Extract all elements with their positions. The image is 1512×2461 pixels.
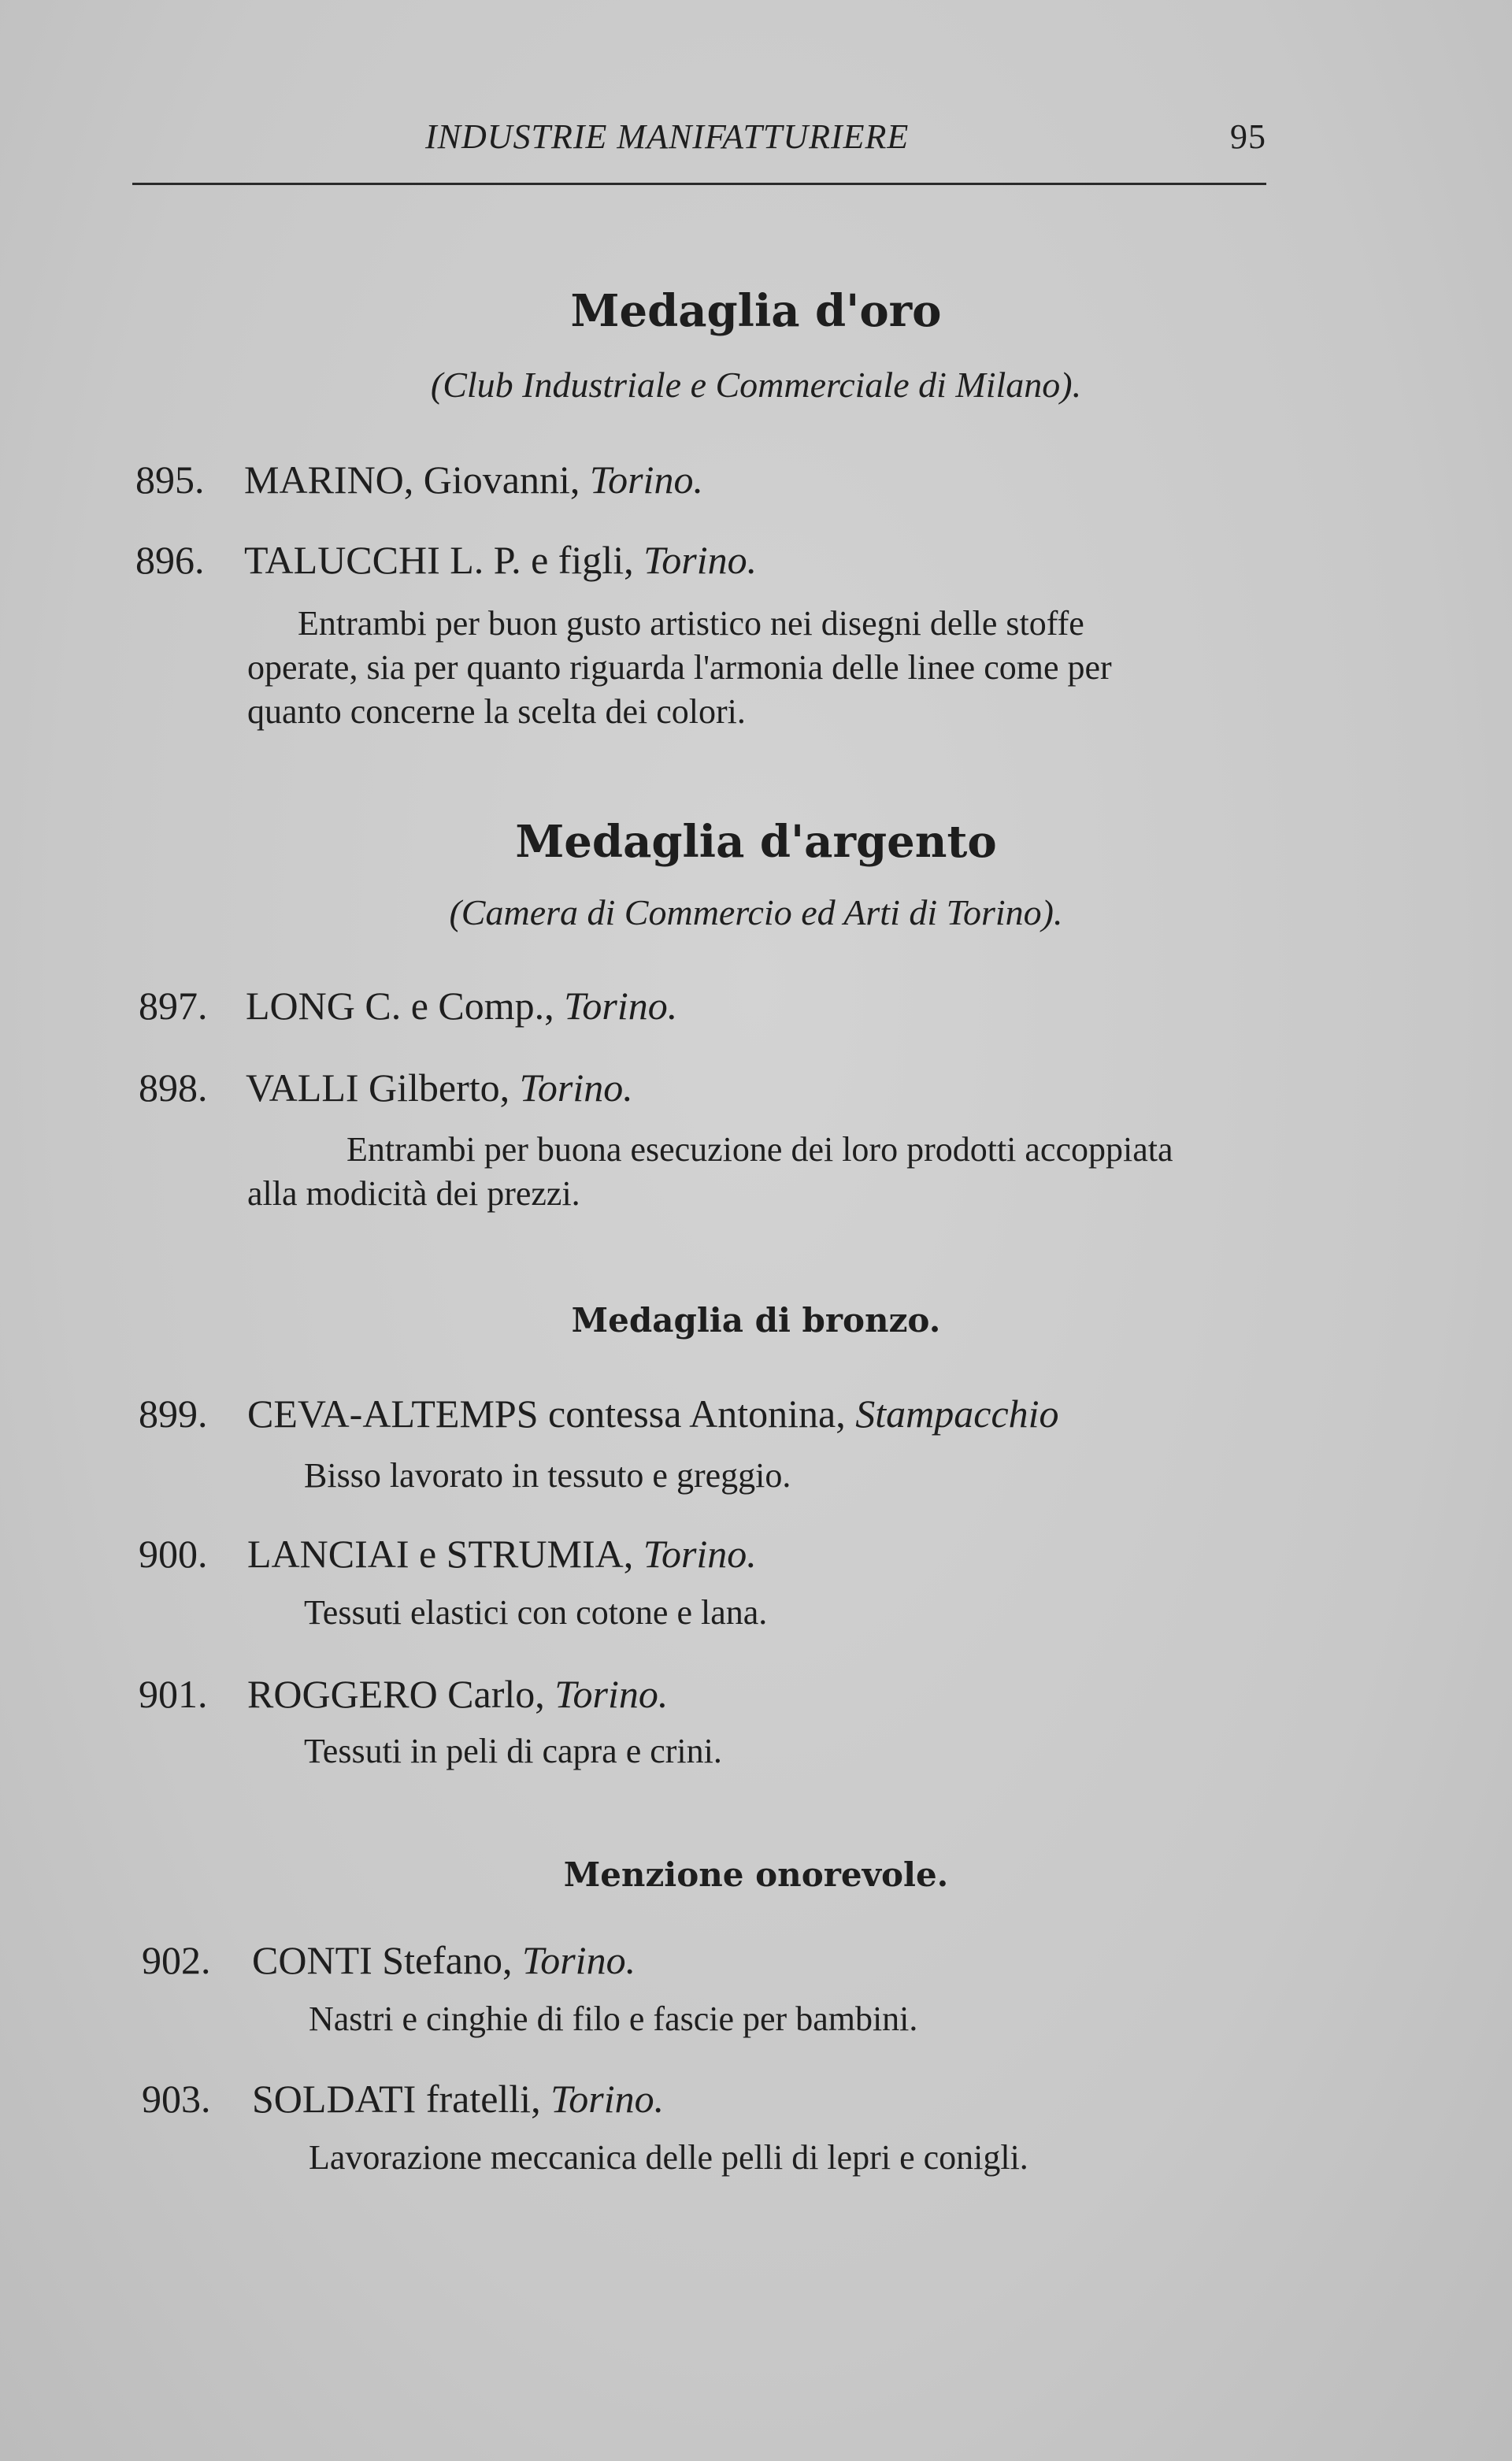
entry-name-text: MARINO, Giovanni, [244, 458, 580, 502]
entry-number: 902. [142, 1938, 211, 1982]
entry-description: Lavorazione meccanica delle pelli di lepri e conigli. [309, 2138, 1028, 2177]
entry-name [244, 537, 757, 583]
entry-name [252, 1937, 636, 1983]
entry-place: Torino. [564, 984, 678, 1028]
entry-name-text: CONTI Stefano, [252, 1938, 513, 1982]
entry-name-text: CEVA-ALTEMPS contessa Antonina, [247, 1392, 846, 1436]
entry-place: Torino. [554, 1672, 669, 1716]
entry-name-text: ROGGERO Carlo, [247, 1672, 545, 1716]
entry-description: Tessuti elastici con cotone e lana. [304, 1593, 768, 1632]
section-subtitle-gold: (Club Industriale e Commerciale di Milano). [430, 365, 1082, 405]
note-line: quanto concerne la scelta dei colori. [247, 692, 746, 731]
header-rule [132, 183, 1266, 185]
page-number: 95 [1230, 117, 1266, 156]
entry-place: Torino. [519, 1066, 633, 1110]
note-line: alla modicità dei prezzi. [247, 1174, 580, 1213]
entry-place: Torino. [643, 538, 758, 582]
entry-number: 901. [139, 1672, 208, 1716]
entry-name-text: TALUCCHI L. P. e figli, [244, 538, 634, 582]
entry-name [247, 1531, 757, 1577]
entry-number: 898. [139, 1066, 208, 1110]
note-line: Entrambi per buona esecuzione dei loro prodotti accoppiata [346, 1130, 1173, 1169]
entry-name-text: LONG C. e Comp., [246, 984, 554, 1028]
entry-name [247, 1391, 1059, 1436]
entry-number: 895. [135, 458, 205, 502]
entry-name [252, 2076, 664, 2122]
entry-description: Bisso lavorato in tessuto e greggio. [304, 1456, 791, 1495]
entry-name [244, 457, 703, 502]
entry-number: 903. [142, 2077, 211, 2121]
entry-number: 899. [139, 1392, 208, 1436]
entry-place: Torino. [522, 1938, 636, 1982]
entry-name [247, 1671, 668, 1717]
entry-description: Tessuti in peli di capra e crini. [304, 1732, 722, 1770]
entry-place: Torino. [589, 458, 703, 502]
running-head-title: INDUSTRIE MANIFATTURIERE [425, 117, 910, 156]
entry-name-text: VALLI Gilberto, [246, 1066, 510, 1110]
entry-number: 896. [135, 538, 205, 582]
entry-description: Nastri e cinghie di filo e fascie per bambini. [309, 2000, 918, 2038]
entry-name [246, 1065, 633, 1110]
entry-number: 900. [139, 1532, 208, 1576]
entry-name-text: SOLDATI fratelli, [252, 2077, 541, 2121]
note-line: operate, sia per quanto riguarda l'armonia delle linee come per [247, 648, 1112, 687]
entry-place: Stampacchio [855, 1392, 1059, 1436]
note-line: Entrambi per buon gusto artistico nei disegni delle stoffe [298, 604, 1084, 643]
entry-number: 897. [139, 984, 208, 1028]
entry-place: Torino. [550, 2077, 665, 2121]
entry-name [246, 983, 677, 1029]
section-title-gold: Medaglia d'oro [570, 285, 942, 337]
section-title-silver: Medaglia d'argento [515, 816, 997, 868]
section-title-bronze: Medaglia di bronzo. [571, 1301, 941, 1340]
section-title-honorable-mention: Menzione onorevole. [563, 1855, 949, 1894]
entry-name-text: LANCIAI e STRUMIA, [247, 1532, 634, 1576]
section-subtitle-silver: (Camera di Commercio ed Arti di Torino). [449, 892, 1063, 932]
entry-place: Torino. [643, 1532, 757, 1576]
